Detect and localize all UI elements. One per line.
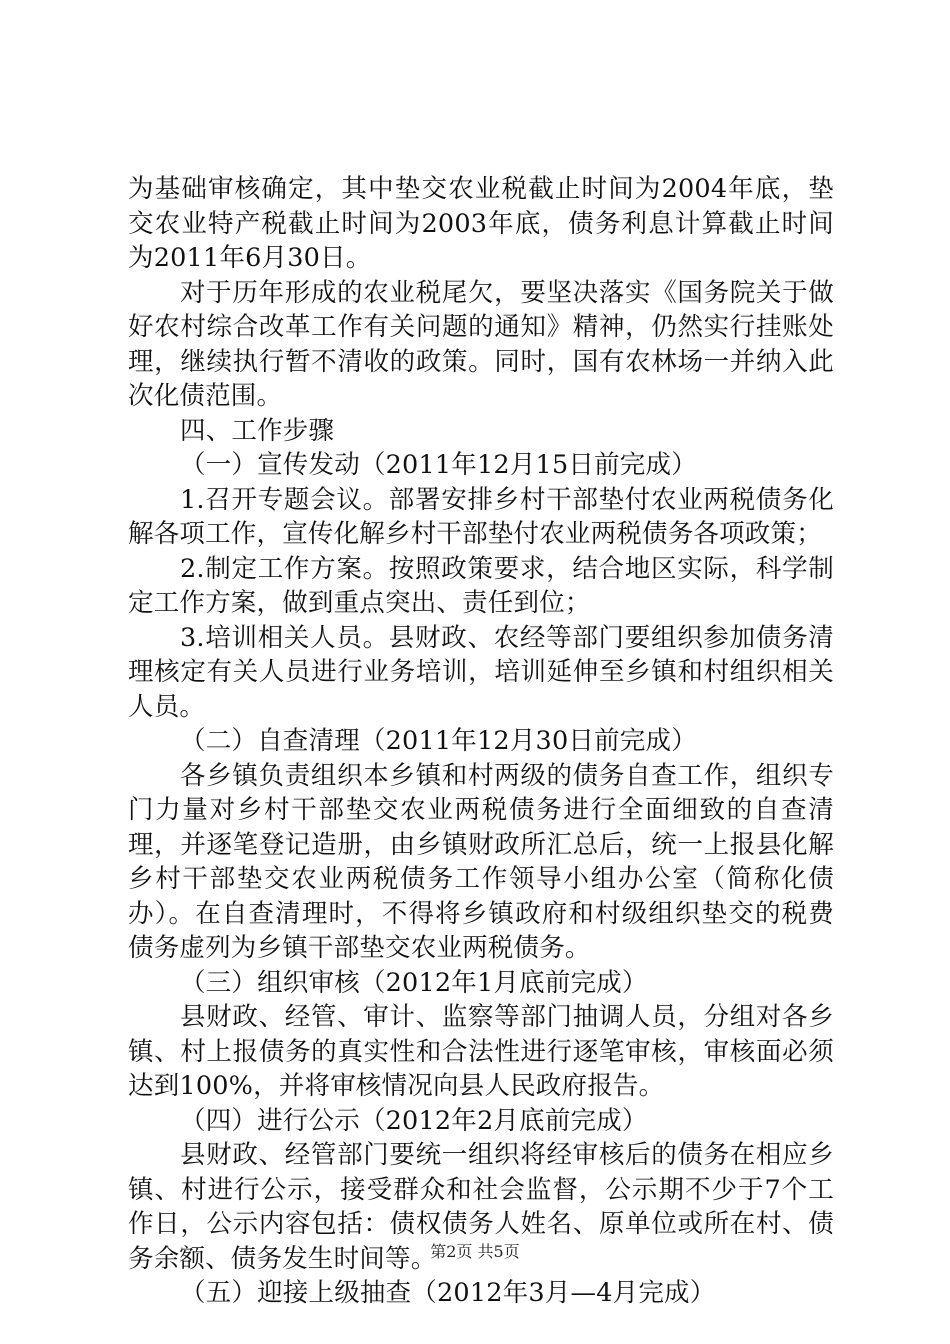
page-number-footer: 第2页 共5页	[430, 1242, 520, 1261]
subsection-heading: （一）宣传发动（2011年12月15日前完成）	[180, 450, 697, 480]
list-item: 2.制定工作方案。按照政策要求，结合地区实际，科学制定工作方案，做到重点突出、责任到位；	[128, 553, 834, 618]
list-item: 1.召开专题会议。部署安排乡村干部垫付农业两税债务化解各项工作，宣传化解乡村干部垫付农业两税债务各项政策；	[128, 484, 834, 549]
paragraph: 县财政、经管、审计、监察等部门抽调人员，分组对各乡镇、村上报债务的真实性和合法性进行逐笔审核，审核面必须达到100%，并将审核情况向县人民政府报告。	[128, 1002, 834, 1101]
subsection-heading: （四）进行公示（2012年2月底前完成）	[180, 1105, 648, 1136]
paragraph: 为基础审核确定，其中垫交农业税截止时间为2004年底，垫交农业特产税截止时间为2003年底，债务利息计算截止时间为2011年6月30日。	[128, 174, 834, 273]
subsection-heading: （二）自查清理（2011年12月30日前完成）	[180, 726, 697, 756]
list-item: 3.培训相关人员。县财政、农经等部门要组织参加债务清理核定有关人员进行业务培训，培训延伸至乡镇和村组织相关人员。	[128, 622, 834, 722]
subsection-heading: （三）组织审核（2012年1月底前完成）	[180, 967, 648, 998]
subsection-heading: （五）迎接上级抽查（2012年3月—4月完成）	[180, 1278, 716, 1308]
paragraph: 对于历年形成的农业税尾欠，要坚决落实《国务院关于做好农村综合改革工作有关问题的通知》精神，仍然实行挂账处理，继续执行暂不清收的政策。同时，国有农林场一并纳入此次化债范围。	[128, 277, 834, 411]
section-heading: 四、工作步骤	[180, 415, 335, 446]
paragraph: 各乡镇负责组织本乡镇和村两级的债务自查工作，组织专门力量对乡村干部垫交农业两税债务进行全面细致的自查清理，并逐笔登记造册，由乡镇财政所汇总后，统一上报县化解乡村干部垫交农业两税债务工作领导小组办公室（简称化债办）。在自查清理时，不得将乡镇政府和村级组织垫交的税费债务虚列为乡镇干部垫交农业两税债务。	[128, 760, 834, 963]
document-body	[128, 172, 834, 1311]
paragraph: 县财政、经管部门要统一组织将经审核后的债务在相应乡镇、村进行公示，接受群众和社会监督，公示期不少于7个工作日，公示内容包括：债权债务人姓名、原单位或所在村、债务余额、债务发生时间等。	[128, 1140, 834, 1274]
